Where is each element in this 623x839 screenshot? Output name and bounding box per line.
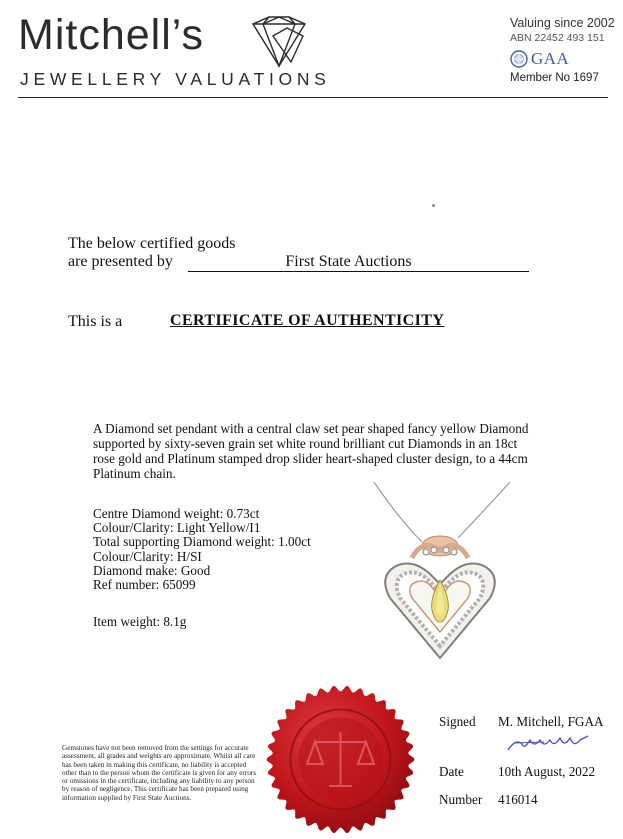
accreditation-block [510, 16, 615, 84]
tagline: JEWELLERY VALUATIONS [20, 69, 331, 89]
abn-number: ABN 22452 493 151 [510, 32, 605, 44]
spec-line: Colour/Clarity: Light Yellow/I1 [93, 520, 261, 536]
number-value: 416014 [498, 792, 538, 807]
diamond-outline-icon [243, 14, 315, 70]
date-label: Date [439, 764, 464, 779]
item-weight: Item weight: 8.1g [93, 614, 187, 629]
member-number: Member No 1697 [510, 72, 599, 84]
pendant-photo [360, 480, 520, 680]
number-label: Number [439, 792, 483, 807]
presenter-name [188, 253, 529, 272]
specs-list [93, 507, 311, 592]
spec-line: Total supporting Diamond weight: 1.00ct [93, 534, 311, 550]
spec-line: Centre Diamond weight: 0.73ct [93, 506, 260, 521]
header-divider [18, 97, 608, 98]
stray-mark [432, 204, 435, 207]
certified-goods-line: The below certified goods [68, 235, 236, 252]
gaa-logo [510, 49, 615, 69]
item-description: A Diamond set pendant with a central claw set pear shaped fancy yellow Diamond supported by sixty-seven grain set white round brilliant cut Diamonds in an 18ct rose gold and Platinum stamped drop slider heart-shaped cluster design, to a 44cm Platinum chain. [93, 421, 529, 481]
signed-label: Signed [439, 714, 476, 729]
presenter-text: First State Auctions [285, 253, 412, 270]
spec-line: Diamond make: Good [93, 562, 211, 578]
certificate-prefix: This is a [68, 313, 123, 330]
gaa-text: GAA [531, 49, 570, 68]
spec-line: Colour/Clarity: H/SI [93, 548, 202, 564]
valuing-since: Valuing since 2002 [510, 16, 615, 30]
gaa-emblem-icon [510, 50, 528, 68]
wax-seal [263, 682, 418, 837]
brand-name: Mitchell’s [18, 11, 205, 59]
presented-by-label: are presented by [68, 253, 173, 270]
signature-mark [504, 734, 592, 754]
spec-line: Ref number: 65099 [93, 577, 196, 593]
disclaimer-text: Gemstones have not been removed from the settings for accurate assessment, all grades and weights are approximate. Whilst all care has been taken in making this certificate, no liability is accepted other than to the person whom the certificate is given for any errors or omissions in the certificate, including any liability to any person by reason of negligence. This certificate has been prepared using information supplied by First State Auctions. [62, 744, 256, 802]
signed-value: M. Mitchell, FGAA [498, 714, 604, 729]
certificate-title: CERTIFICATE OF AUTHENTICITY [170, 312, 445, 329]
date-value: 10th August, 2022 [498, 764, 596, 779]
